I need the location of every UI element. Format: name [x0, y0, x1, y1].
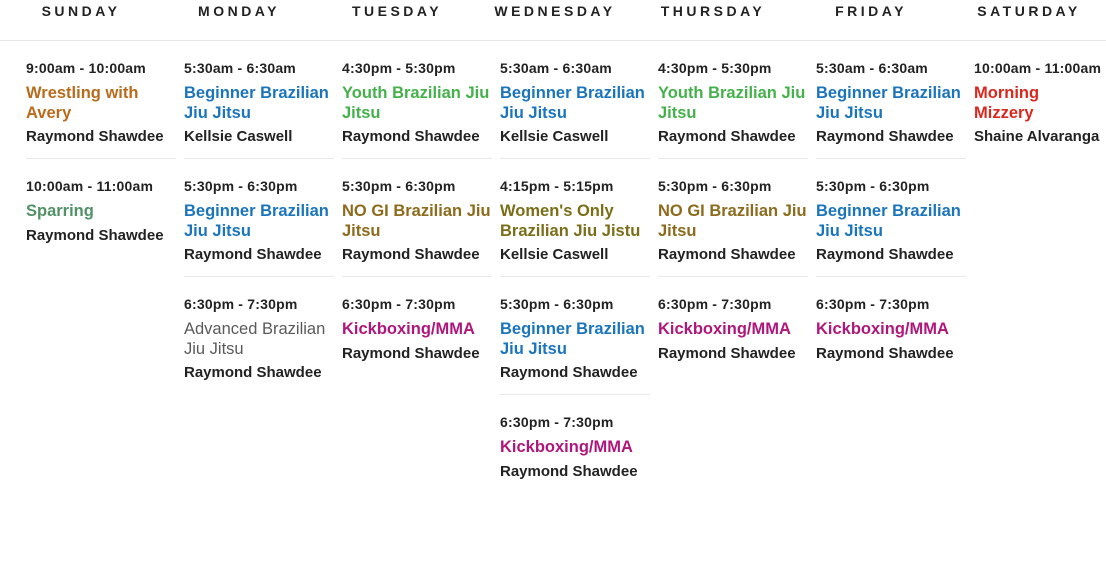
class-time: 6:30pm - 7:30pm	[342, 296, 456, 312]
class-time: 4:15pm - 5:15pm	[500, 178, 614, 194]
class-title-link[interactable]: Sparring	[26, 202, 94, 220]
day-column-thursday	[658, 41, 808, 375]
class-instructor: Raymond Shawdee	[342, 246, 480, 263]
class-title-link[interactable]: Kickboxing/MMA	[500, 438, 633, 456]
class-title-link[interactable]: Beginner Brazilian Jiu Jitsu	[816, 202, 961, 240]
class-title-link[interactable]: Beginner Brazilian Jiu Jitsu	[816, 84, 961, 122]
day-header-saturday: SATURDAY	[977, 3, 1081, 19]
class-time: 5:30am - 6:30am	[816, 60, 928, 76]
class-event	[342, 41, 492, 159]
class-event	[974, 41, 1102, 158]
day-column-sunday	[26, 41, 176, 257]
class-event	[184, 159, 334, 277]
class-time: 5:30am - 6:30am	[500, 60, 612, 76]
class-time: 9:00am - 10:00am	[26, 60, 146, 76]
day-header-row	[0, 0, 1106, 41]
class-time: 4:30pm - 5:30pm	[658, 60, 772, 76]
class-title-link[interactable]: Women's Only Brazilian Jiu Jistu	[500, 202, 641, 240]
class-event	[816, 159, 966, 277]
class-instructor: Raymond Shawdee	[816, 128, 954, 145]
class-title-link[interactable]: Beginner Brazilian Jiu Jitsu	[184, 202, 329, 240]
class-time: 6:30pm - 7:30pm	[816, 296, 930, 312]
class-event	[342, 159, 492, 277]
class-instructor: Kellsie Caswell	[500, 128, 609, 145]
class-instructor: Raymond Shawdee	[658, 128, 796, 145]
class-event	[26, 159, 176, 257]
class-title-link[interactable]: Kickboxing/MMA	[342, 320, 475, 338]
class-title-link[interactable]: Beginner Brazilian Jiu Jitsu	[184, 84, 329, 122]
class-instructor: Raymond Shawdee	[500, 364, 638, 381]
class-event	[26, 41, 176, 159]
class-time: 5:30pm - 6:30pm	[500, 296, 614, 312]
class-instructor: Raymond Shawdee	[816, 344, 954, 362]
day-header-sunday: SUNDAY	[41, 3, 121, 19]
class-time: 6:30pm - 7:30pm	[658, 296, 772, 312]
class-time: 5:30pm - 6:30pm	[816, 178, 930, 194]
class-time: 10:00am - 11:00am	[974, 60, 1102, 76]
class-instructor: Raymond Shawdee	[658, 344, 796, 362]
day-header-thursday: THURSDAY	[660, 3, 766, 19]
class-instructor: Raymond Shawdee	[184, 246, 322, 263]
class-instructor: Raymond Shawdee	[816, 246, 954, 263]
class-instructor: Raymond Shawdee	[26, 128, 164, 145]
class-event	[500, 41, 650, 159]
day-column-wednesday	[500, 41, 650, 493]
day-column-friday	[816, 41, 966, 375]
day-header-tuesday: TUESDAY	[351, 3, 443, 19]
class-title-link[interactable]: Beginner Brazilian Jiu Jitsu	[500, 320, 645, 358]
day-header-wednesday: WEDNESDAY	[494, 3, 616, 19]
class-instructor: Raymond Shawdee	[26, 226, 164, 244]
class-title-link[interactable]: Wrestling with Avery	[26, 84, 139, 122]
class-time: 5:30pm - 6:30pm	[342, 178, 456, 194]
class-event	[184, 277, 334, 394]
class-event	[658, 159, 808, 277]
class-event	[816, 277, 966, 375]
class-event	[184, 41, 334, 159]
class-event	[500, 277, 650, 395]
class-instructor: Raymond Shawdee	[342, 128, 480, 145]
class-time: 10:00am - 11:00am	[26, 178, 154, 194]
class-title-link[interactable]: Morning Mizzery	[974, 84, 1040, 122]
class-title-link[interactable]: Youth Brazilian Jiu Jitsu	[658, 84, 806, 122]
day-header-friday: FRIDAY	[835, 3, 907, 19]
class-event	[500, 159, 650, 277]
class-event	[342, 277, 492, 375]
class-instructor: Raymond Shawdee	[342, 344, 480, 362]
class-title-link[interactable]: Youth Brazilian Jiu Jitsu	[342, 84, 490, 122]
class-event	[500, 395, 650, 493]
class-time: 5:30pm - 6:30pm	[184, 178, 298, 194]
class-time: 6:30pm - 7:30pm	[500, 414, 614, 430]
class-event	[816, 41, 966, 159]
class-title-link[interactable]: Kickboxing/MMA	[658, 320, 791, 338]
class-time: 6:30pm - 7:30pm	[184, 296, 298, 312]
class-title-link[interactable]: NO GI Brazilian Jiu Jitsu	[342, 202, 491, 240]
class-instructor: Kellsie Caswell	[184, 128, 293, 145]
day-column-saturday	[974, 41, 1102, 158]
day-column-tuesday	[342, 41, 492, 375]
day-column-monday	[184, 41, 334, 394]
class-instructor: Raymond Shawdee	[500, 462, 638, 480]
class-time: 5:30am - 6:30am	[184, 60, 296, 76]
class-event	[658, 41, 808, 159]
day-header-monday: MONDAY	[198, 3, 280, 19]
class-title-link[interactable]: NO GI Brazilian Jiu Jitsu	[658, 202, 807, 240]
class-title-link[interactable]: Advanced Brazilian Jiu Jitsu	[184, 320, 326, 358]
class-title-link[interactable]: Beginner Brazilian Jiu Jitsu	[500, 84, 645, 122]
class-instructor: Raymond Shawdee	[658, 246, 796, 263]
class-instructor: Raymond Shawdee	[184, 364, 322, 381]
class-time: 5:30pm - 6:30pm	[658, 178, 772, 194]
class-title-link[interactable]: Kickboxing/MMA	[816, 320, 949, 338]
class-instructor: Kellsie Caswell	[500, 246, 609, 263]
class-time: 4:30pm - 5:30pm	[342, 60, 456, 76]
class-instructor: Shaine Alvaranga	[974, 128, 1100, 145]
class-event	[658, 277, 808, 375]
